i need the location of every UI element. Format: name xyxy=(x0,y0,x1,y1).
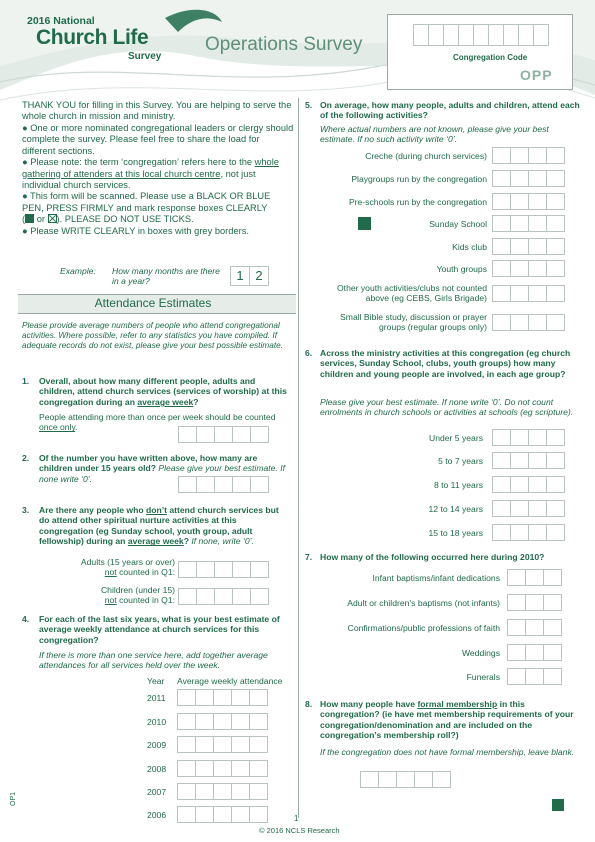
survey-year-label: 2016 National xyxy=(27,15,95,27)
q4-question: For each of the last six years, what is your best estimate of average weekly attendance at church services for this congregation? xyxy=(39,614,280,645)
q4-year-label: 2010 xyxy=(147,717,167,727)
q4-year-label: 2007 xyxy=(147,787,167,797)
attendance-heading: Attendance Estimates xyxy=(94,296,212,310)
q4-number: 4. xyxy=(22,614,30,624)
q4-year-boxes[interactable] xyxy=(177,713,268,730)
q5-note: Where actual numbers are not known, please give your best estimate. If no such activity write ‘0’. xyxy=(320,124,549,145)
q2-answer-boxes[interactable] xyxy=(178,476,269,493)
q3-children-label: Children (under 15) not counted in Q1: xyxy=(100,585,175,606)
q6-age-boxes[interactable] xyxy=(492,500,565,517)
q5-item-label: Youth groups xyxy=(436,264,487,274)
attendance-note: Please provide average numbers of people who attend congregational activities. Where possible, refer to any statistics you have compiled. If adequate records do not exist, please give your best possible estimate. xyxy=(22,320,284,351)
q4-year-label: 2006 xyxy=(147,810,167,820)
q3-question: Are there any people who don’t attend church services but do attend other spiritual nurture activities at this congregation (eg Sunday school, youth group, adult fellowship) during an average week? If none, write ‘0’. xyxy=(39,505,279,547)
q6-question: Across the ministry activities at this congregation (eg church services, Sunday School, clubs, youth groups) how many children and young people are involved, in each age group? xyxy=(320,348,571,379)
q8-note: If the congregation does not have formal membership, leave blank. xyxy=(320,747,575,757)
q6-age-boxes[interactable] xyxy=(492,476,565,493)
q8-number: 8. xyxy=(305,699,313,709)
q5-number: 5. xyxy=(305,100,313,110)
q5-item-boxes[interactable] xyxy=(492,314,565,331)
example-question: How many months are there in a year? xyxy=(112,266,220,287)
q4-col-year: Year xyxy=(147,676,165,686)
q5-item-label: Sunday School xyxy=(429,219,487,229)
q6-age-boxes[interactable] xyxy=(492,524,565,541)
congregation-code-boxes[interactable] xyxy=(413,24,549,46)
q5-question: On average, how many people, adults and children, attend each of the following activities? xyxy=(320,100,580,121)
sunday-school-marker xyxy=(358,217,371,230)
q7-event-boxes[interactable] xyxy=(507,644,562,661)
q7-event-boxes[interactable] xyxy=(507,594,562,611)
q3-children-boxes[interactable] xyxy=(178,588,269,605)
q5-item-label: Other youth activities/clubs not counted above (eg CEBS, Girls Brigade) xyxy=(337,283,487,304)
q4-year-label: 2008 xyxy=(147,764,167,774)
q6-note: Please give your best estimate. If none write ‘0’. Do not count enrolments in church schools or activities at schools (eg scripture). xyxy=(320,397,574,418)
intro-write-clearly: Please WRITE CLEARLY in boxes with grey borders. xyxy=(30,225,249,236)
q3-adults-boxes[interactable] xyxy=(178,561,269,578)
q5-item-label: Pre-schools run by the congregation xyxy=(348,197,487,207)
q5-item-boxes[interactable] xyxy=(492,193,565,210)
example-label: Example: xyxy=(60,266,96,276)
q7-event-label: Funerals xyxy=(466,672,500,682)
q4-year-boxes[interactable] xyxy=(177,806,268,823)
q5-item-label: Playgroups run by the congregation xyxy=(351,174,487,184)
q6-age-label: 8 to 11 years xyxy=(433,480,483,490)
q3-number: 3. xyxy=(22,505,30,515)
q7-number: 7. xyxy=(305,552,313,562)
q1-answer-boxes[interactable] xyxy=(178,426,269,443)
page-number: 1 xyxy=(294,814,299,823)
copyright: © 2016 NCLS Research xyxy=(259,826,340,835)
q5-item-boxes[interactable] xyxy=(492,260,565,277)
q7-event-boxes[interactable] xyxy=(507,569,562,586)
q6-age-boxes[interactable] xyxy=(492,429,565,446)
code-value: OPP xyxy=(520,67,553,83)
intro-thanks: THANK YOU for filling in this Survey. You are helping to serve the whole church in mission and ministry. xyxy=(22,100,292,122)
q4-col-attendance: Average weekly attendance xyxy=(177,676,283,686)
q3-adults-label: Adults (15 years or over) not counted in Q1: xyxy=(80,557,175,578)
crossed-box-icon xyxy=(48,214,57,223)
example-boxes: 1 2 xyxy=(230,266,269,286)
q1-number: 1. xyxy=(22,376,30,386)
q5-item-boxes[interactable] xyxy=(492,238,565,255)
side-code: OP1 xyxy=(10,791,17,806)
q5-item-boxes[interactable] xyxy=(492,170,565,187)
q6-age-boxes[interactable] xyxy=(492,452,565,469)
q5-item-label: Creche (during church services) xyxy=(365,151,487,161)
filled-box-icon xyxy=(25,214,34,223)
q7-event-label: Infant baptisms/infant dedications xyxy=(372,573,500,583)
q7-event-boxes[interactable] xyxy=(507,619,562,636)
intro-nominated: One or more nominated congregational leaders or clergy should complete the survey. Please feel free to share the load for different sections. xyxy=(22,122,294,156)
q4-year-boxes[interactable] xyxy=(177,736,268,753)
q6-age-label: 15 to 18 years xyxy=(428,528,483,538)
q6-age-label: 5 to 7 years xyxy=(438,456,483,466)
q6-age-label: Under 5 years xyxy=(429,433,483,443)
q8-question: How many people have formal membership in this congregation? (ie have met membership requirements of your congregation/denomination and are included on the congregation’s membership roll?) xyxy=(320,699,574,741)
q4-year-boxes[interactable] xyxy=(177,760,268,777)
intro-text: THANK YOU for filling in this Survey. You are helping to serve the whole church in mission and ministry. ● One or more nominated congregational leaders or clergy should complete the survey. Please feel free to share the load for different sections. ● Please note: the term ‘congregation’ refers here to the whole gathering of attenders at this local church centre, not just individual church services. ● This form will be scanned. Please use a BLACK OR BLUE PEN, PRESS FIRMLY and mark response boxes CLEARLY ( or ). PLEASE DO NOT USE TICKS. ● Please WRITE CLEARLY in boxes with grey borders. xyxy=(22,100,294,236)
q2-question: Of the number you have written above, how many are children under 15 years old? Please give your best estimate. If none write ‘0’. xyxy=(39,453,285,484)
brand-title: Church Life xyxy=(36,26,149,49)
q5-item-label: Small Bible study, discussion or prayer groups (regular groups only) xyxy=(340,312,487,333)
q1-note: People attending more than once per week should be counted once only. xyxy=(39,412,276,433)
q5-item-boxes[interactable] xyxy=(492,147,565,164)
q4-year-label: 2009 xyxy=(147,740,167,750)
page-title: Operations Survey xyxy=(205,34,363,55)
congregation-code-label: Congregation Code xyxy=(453,53,528,62)
q6-number: 6. xyxy=(305,348,313,358)
q7-event-label: Adult or children’s baptisms (not infants) xyxy=(347,598,500,608)
q5-item-boxes[interactable] xyxy=(492,215,565,232)
q7-question: How many of the following occurred here during 2010? xyxy=(320,552,545,562)
column-divider xyxy=(298,98,299,818)
q7-event-label: Weddings xyxy=(461,648,500,658)
q4-note: If there is more than one service here, add together average attendances for all services held over the week. xyxy=(39,650,268,671)
q7-event-label: Confirmations/public professions of faith xyxy=(347,623,500,633)
q2-number: 2. xyxy=(22,453,30,463)
q5-item-boxes[interactable] xyxy=(492,285,565,302)
brand-subtitle: Survey xyxy=(128,51,162,62)
q4-year-boxes[interactable] xyxy=(177,689,268,706)
q4-year-boxes[interactable] xyxy=(177,783,268,800)
intro-whole-gathering: whole gathering of attenders at this local church centre xyxy=(22,157,279,179)
q5-item-label: Kids club xyxy=(452,242,487,252)
q6-age-label: 12 to 14 years xyxy=(428,504,483,514)
q7-event-boxes[interactable] xyxy=(507,668,562,685)
q8-answer-boxes[interactable] xyxy=(360,771,451,788)
q1-question: Overall, about how many different people, adults and children, attend church services (services of worship) at this congregation during an average week? xyxy=(39,376,287,407)
scan-marker xyxy=(552,799,564,811)
q4-year-label: 2011 xyxy=(147,693,166,703)
